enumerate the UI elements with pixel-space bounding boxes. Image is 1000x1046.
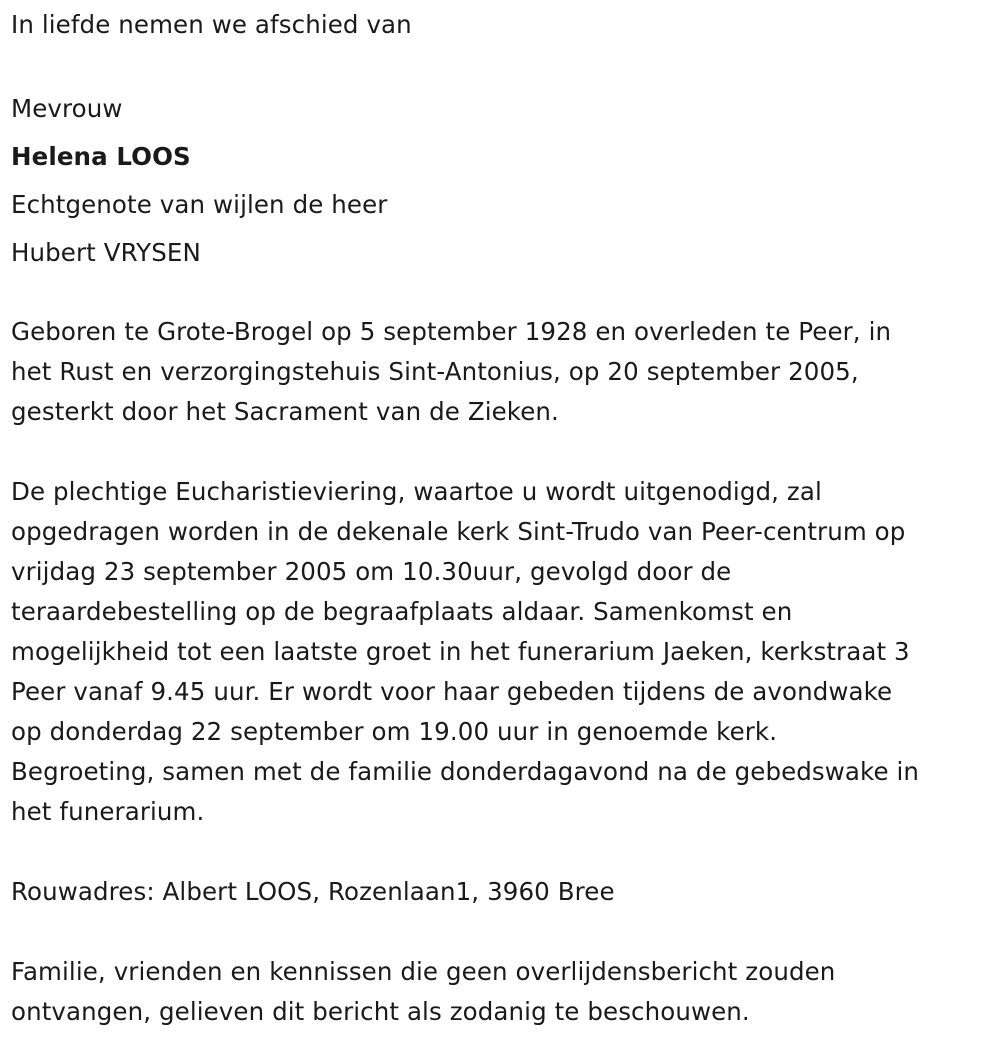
deceased-name: Helena LOOS bbox=[11, 142, 191, 171]
paragraph-line: mogelijkheid tot een laatste groet in het funerarium Jaeken, kerkstraat 3 bbox=[11, 637, 910, 666]
paragraph-line: Geboren te Grote-Brogel op 5 september 1928 en overleden te Peer, in bbox=[11, 317, 892, 346]
birth-death-paragraph bbox=[11, 312, 996, 432]
paragraph-line: opgedragen worden in de dekenale kerk Sint-Trudo van Peer-centrum op bbox=[11, 517, 906, 546]
paragraph-line: De plechtige Eucharistieviering, waartoe u wordt uitgenodigd, zal bbox=[11, 477, 822, 506]
address-paragraph bbox=[11, 872, 996, 912]
paragraph-line: teraardebestelling op de begraafplaats aldaar. Samenkomst en bbox=[11, 597, 793, 626]
spouse-label: Echtgenote van wijlen de heer bbox=[11, 190, 388, 219]
spouse-name: Hubert VRYSEN bbox=[11, 238, 201, 267]
paragraph-line: het funerarium. bbox=[11, 797, 205, 826]
intro-text: In liefde nemen we afschied van bbox=[11, 10, 412, 39]
paragraph-line: ontvangen, gelieven dit bericht als zodanig te beschouwen. bbox=[11, 997, 750, 1026]
obituary-notice bbox=[11, 0, 996, 1032]
paragraph-line: Peer vanaf 9.45 uur. Er wordt voor haar gebeden tijdens de avondwake bbox=[11, 677, 893, 706]
paragraph-line: Begroeting, samen met de familie donderdagavond na de gebedswake in bbox=[11, 757, 920, 786]
paragraph-line: het Rust en verzorgingstehuis Sint-Antonius, op 20 september 2005, bbox=[11, 357, 859, 386]
ceremony-paragraph bbox=[11, 472, 996, 832]
paragraph-line: vrijdag 23 september 2005 om 10.30uur, gevolgd door de bbox=[11, 557, 732, 586]
mourning-address: Rouwadres: Albert LOOS, Rozenlaan1, 3960 Bree bbox=[11, 877, 615, 906]
honorific: Mevrouw bbox=[11, 94, 123, 123]
paragraph-line: Familie, vrienden en kennissen die geen overlijdensbericht zouden bbox=[11, 957, 836, 986]
deceased-block bbox=[11, 85, 996, 277]
paragraph-line: op donderdag 22 september om 19.00 uur in genoemde kerk. bbox=[11, 717, 778, 746]
closing-paragraph bbox=[11, 952, 996, 1032]
paragraph-line: gesterkt door het Sacrament van de Zieken. bbox=[11, 397, 559, 426]
